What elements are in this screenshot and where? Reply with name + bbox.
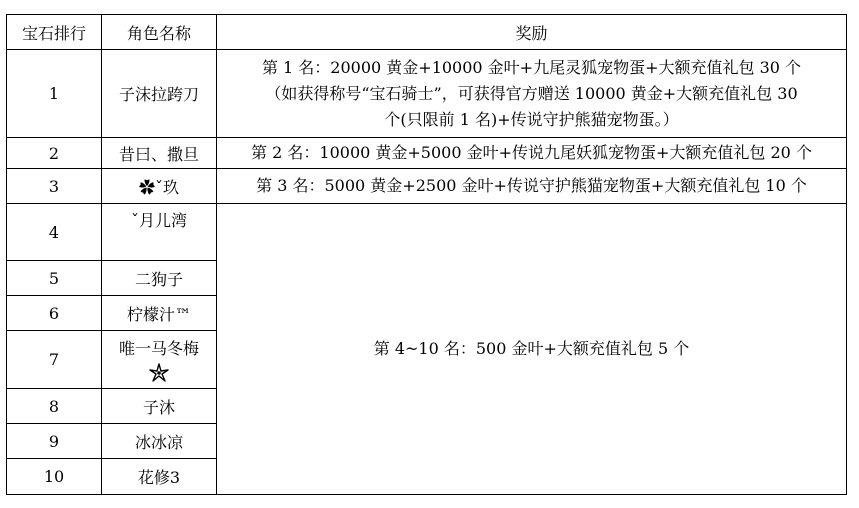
reward-first-line1: 第 1 名：20000 黄金+10000 金叶+九尾灵狐宠物蛋+大额充值礼包 30 个 xyxy=(261,57,802,77)
rank-cell: 5 xyxy=(7,261,102,296)
rank-cell: 1 xyxy=(7,50,102,138)
table-row xyxy=(7,204,847,261)
header-name: 角色名称 xyxy=(102,15,217,50)
rank-cell: 7 xyxy=(7,331,102,389)
rank-cell: 4 xyxy=(7,204,102,261)
name-cell: ✿ˇ玖 xyxy=(102,169,217,204)
name-text: 唯一马冬梅 xyxy=(118,338,199,358)
table-row xyxy=(7,50,847,138)
reward-first-line3: 个(只限前 1 名)+传说守护熊猫宠物蛋。） xyxy=(384,109,679,129)
header-reward: 奖励 xyxy=(217,15,847,50)
name-cell: 昔曰、撒旦 xyxy=(102,138,217,169)
reward-first-line2: （如获得称号“宝石骑士”，可获得官方赠送 10000 黄金+大额充值礼包 30 xyxy=(265,83,798,103)
name-cell: 二狗子 xyxy=(102,261,217,296)
table-header-row xyxy=(7,15,847,50)
ranking-table xyxy=(6,14,847,495)
rank-cell: 9 xyxy=(7,424,102,459)
name-cell: ˇ月儿湾 xyxy=(102,204,217,261)
table-row xyxy=(7,169,847,204)
reward-cell-fourth-to-tenth: 第 4~10 名：500 金叶+大额充值礼包 5 个 xyxy=(217,204,847,495)
reward-cell-third: 第 3 名：5000 黄金+2500 金叶+传说守护熊猫宠物蛋+大额充值礼包 10 个 xyxy=(217,169,847,204)
name-cell-with-icon xyxy=(102,331,217,389)
reward-cell-first xyxy=(217,50,847,138)
sparkle-icon xyxy=(148,362,170,384)
header-rank: 宝石排行 xyxy=(7,15,102,50)
name-cell: 花修3 xyxy=(102,459,217,495)
rank-cell: 6 xyxy=(7,296,102,331)
name-cell: 柠檬汁™ xyxy=(102,296,217,331)
rank-cell: 10 xyxy=(7,459,102,495)
table-row xyxy=(7,138,847,169)
name-cell: 子沫拉跨刀 xyxy=(102,50,217,138)
rank-cell: 2 xyxy=(7,138,102,169)
reward-cell-second: 第 2 名：10000 黄金+5000 金叶+传说九尾妖狐宠物蛋+大额充值礼包 20 个 xyxy=(217,138,847,169)
rank-cell: 8 xyxy=(7,389,102,424)
name-cell: 冰冰凉 xyxy=(102,424,217,459)
rank-cell: 3 xyxy=(7,169,102,204)
name-cell: 子沐 xyxy=(102,389,217,424)
